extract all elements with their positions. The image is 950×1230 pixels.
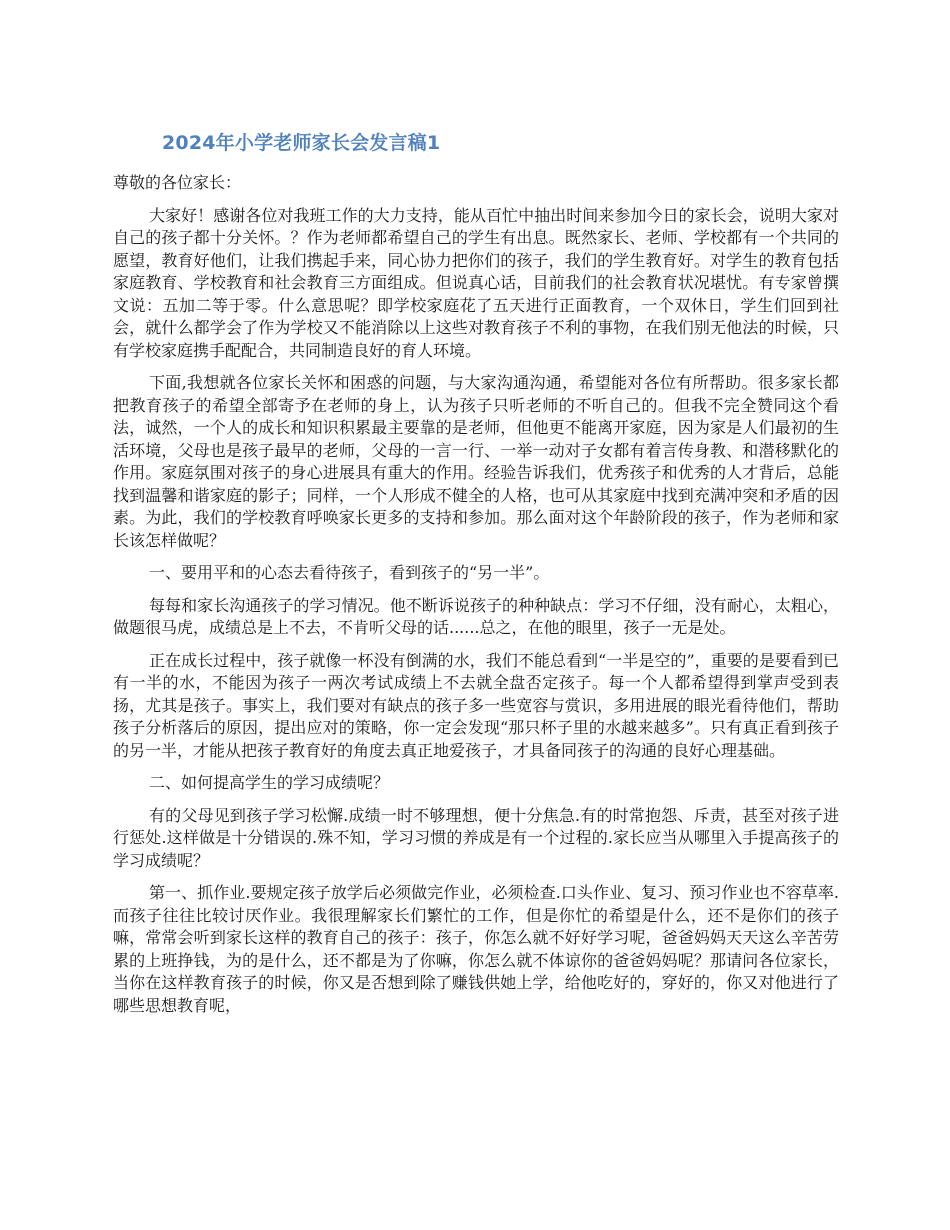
paragraph-homework: 第一、抓作业.要规定孩子放学后必须做完作业，必须检查.口头作业、复习、预习作业也不容草率.而孩子往往比较讨厌作业。我很理解家长们繁忙的工作，但是你忙的希望是什么，还不是你们的孩子嘛，常常会听到家长这样的教育自己的孩子：孩子，你怎么就不好好学习呢，爸爸妈妈天天这么辛苦劳累的上班挣钱，为的是什么，还不都是为了你嘛，你怎么就不体谅你的爸爸妈妈呢？那请问各位家长，当你在这样教育孩子的时候，你又是否想到除了赚钱供她上学，给他吃好的，穿好的，你又对他进行了哪些思想教育呢， bbox=[113, 883, 839, 1015]
paragraph-study-habits: 有的父母见到孩子学习松懈.成绩一时不够理想，便十分焦急.有的时常抱怨、斥责，甚至对孩子进行惩处.这样做是十分错误的.殊不知，学习习惯的养成是有一个过程的.家长应当从哪里入手提高孩子的学习成绩呢？ bbox=[113, 805, 839, 870]
salutation: 尊敬的各位家长： bbox=[113, 173, 242, 192]
section-heading-1: 一、要用平和的心态去看待孩子，看到孩子的“另一半”。 bbox=[149, 563, 550, 582]
document-body bbox=[113, 172, 839, 1027]
paragraph-family-role: 下面,我想就各位家长关怀和困惑的问题，与大家沟通沟通，希望能对各位有所帮助。很多家长都把教育孩子的希望全部寄予在老师的身上，认为孩子只听老师的不听自己的。但我不完全赞同这个看法，诚然，一个人的成长和知识积累最主要靠的是老师，但他更不能离开家庭，因为家是人们最初的生活环境，父母也是孩子最早的老师，父母的一言一行、一举一动对子女都有着言传身教、和潜移默化的作用。家庭氛围对孩子的身心进展具有重大的作用。经验告诉我们，优秀孩子和优秀的人才背后，总能找到温馨和谐家庭的影子；同样，一个人形成不健全的人格，也可从其家庭中找到充满冲突和矛盾的因素。为此，我们的学校教育呼唤家长更多的支持和参加。那么面对这个年龄阶段的孩子，作为老师和家长该怎样做呢？ bbox=[113, 373, 839, 550]
paragraph-greeting: 大家好！感谢各位对我班工作的大力支持，能从百忙中抽出时间来参加今日的家长会，说明大家对自己的孩子都十分关怀。？作为老师都希望自己的学生有出息。既然家长、老师、学校都有一个共同的愿望，教育好他们，让我们携起手来，同心协力把你们的孩子，我们的学生教育好。对学生的教育包括家庭教育、学校教育和社会教育三方面组成。但说真心话，目前我们的社会教育状况堪忧。有专家曾撰文说：五加二等于零。什么意思呢？即学校家庭花了五天进行正面教育，一个双休日，学生们回到社会，就什么都学会了作为学校又不能消除以上这些对教育孩子不利的事物，在我们别无他法的时候，只有学校家庭携手配配合，共同制造良好的育人环境。 bbox=[113, 205, 839, 360]
paragraph-parent-complaints: 每每和家长沟通孩子的学习情况。他不断诉说孩子的种种缺点：学习不仔细，没有耐心，太粗心，做题很马虎，成绩总是上不去，不肯听父母的话......总之，在他的眼里，孩子一无是处。 bbox=[113, 595, 839, 637]
document-title: 2024年小学老师家长会发言稿1 bbox=[162, 132, 441, 154]
section-heading-2: 二、如何提高学生的学习成绩呢？ bbox=[149, 773, 390, 792]
paragraph-half-glass: 正在成长过程中，孩子就像一杯没有倒满的水，我们不能总看到“一半是空的”，重要的是要看到已有一半的水，不能因为孩子一两次考试成绩上不去就全盘否定孩子。每一个人都希望得到掌声受到表扬，尤其是孩子。事实上，我们要对有缺点的孩子多一些宽容与赏识，多用进展的眼光看待他们，帮助孩子分析落后的原因，提出应对的策略，你一定会发现“那只杯子里的水越来越多”。只有真正看到孩子的另一半，才能从把孩子教育好的角度去真正地爱孩子，才具备同孩子的沟通的良好心理基础。 bbox=[113, 650, 839, 760]
